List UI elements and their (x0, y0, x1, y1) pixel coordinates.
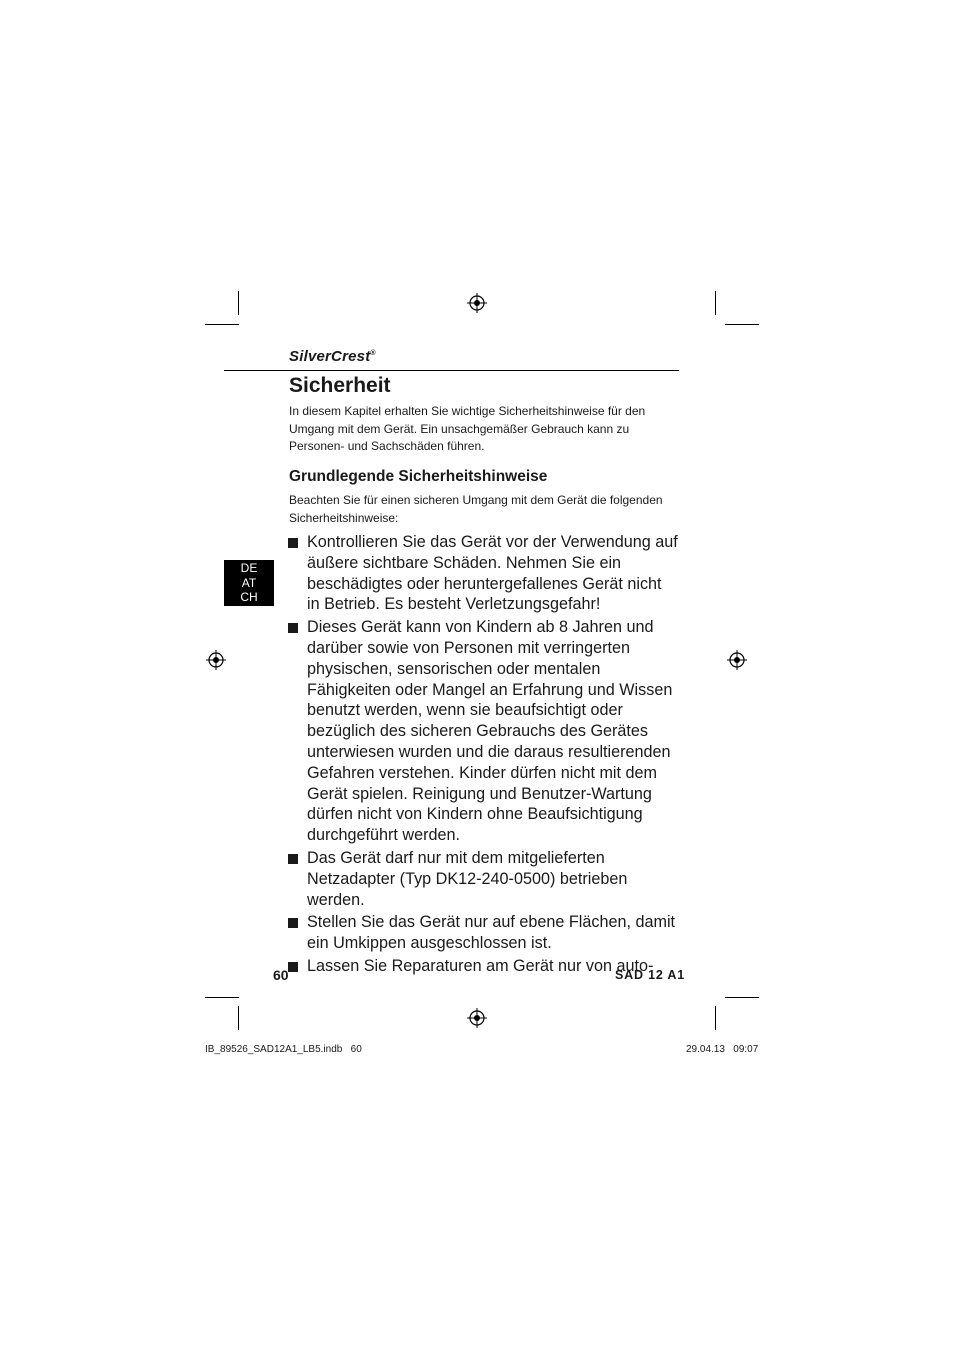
crop-mark (205, 324, 239, 325)
list-item-text: Das Gerät darf nur mit dem mitgelieferten Netzadapter (Typ DK12-240-0500) betrieben werden. (307, 848, 628, 909)
crop-mark (715, 291, 716, 315)
registration-mark-icon (467, 293, 487, 313)
list-item-text: Kontrollieren Sie das Gerät vor der Verwendung auf äußere sichtbare Schäden. Nehmen Sie ein beschädigtes oder heruntergefallenes Gerät nicht in Betrieb. Es besteht Verletzungsgefahr! (307, 533, 678, 614)
model-number: SAD 12 A1 (615, 968, 685, 982)
crop-mark (205, 997, 239, 998)
print-slug-datetime: 29.04.13 09:07 (686, 1044, 759, 1055)
list-item (286, 912, 678, 954)
crop-mark (725, 324, 759, 325)
list-item-text: Lassen Sie Reparaturen am Gerät nur von auto- (307, 956, 654, 975)
registered-mark: ® (370, 350, 376, 357)
bullet-icon (288, 962, 298, 972)
crop-mark (715, 1006, 716, 1030)
crop-mark (725, 997, 759, 998)
language-code: AT (241, 575, 257, 590)
registration-mark-icon (467, 1008, 487, 1028)
crop-mark (238, 1006, 239, 1030)
section-title: Sicherheit (289, 374, 391, 397)
list-item (286, 617, 678, 846)
bullet-icon (288, 918, 298, 928)
safety-list (286, 532, 678, 979)
crop-mark (238, 291, 239, 315)
registration-mark-icon (206, 650, 226, 670)
bullet-icon (288, 538, 298, 548)
subsection-title: Grundlegende Sicherheitshinweise (289, 468, 548, 485)
print-slug-file: IB_89526_SAD12A1_LB5.indb 60 (205, 1044, 362, 1055)
list-item (286, 532, 678, 615)
registration-mark-icon (727, 650, 747, 670)
header-rule (224, 370, 679, 371)
list-item (286, 848, 678, 910)
page-number: 60 (273, 967, 289, 983)
brand-logo (289, 348, 376, 365)
section-intro: In diesem Kapitel erhalten Sie wichtige Sicherheitshinweise für den Umgang mit dem Gerät. Ein unsachgemäßer Gebrauch kann zu Personen- und Sachschäden führen. (289, 404, 646, 453)
list-item-text: Dieses Gerät kann von Kindern ab 8 Jahren und darüber sowie von Personen mit verringerten physischen, sensorischen oder mentalen Fähigkeiten oder Mangel an Erfahrung und Wissen benutzt werden, wenn sie beaufsichtigt oder bezüglich des sicheren Gebrauchs des Gerätes unterwiesen wurden und die daraus resultierenden Gefahren verstehen. Kinder dürfen nicht mit dem Gerät spielen. Reinigung und Benutzer-Wartung dürfen nicht von Kindern ohne Beaufsichtigung durchgeführt werden. (307, 618, 673, 845)
bullet-icon (288, 623, 298, 633)
list-item-text: Stellen Sie das Gerät nur auf ebene Flächen, damit ein Umkippen ausgeschlossen ist. (307, 913, 676, 953)
bullet-icon (288, 854, 298, 864)
language-code: CH (240, 590, 258, 604)
brand-name: SilverCrest (289, 348, 371, 365)
language-tab (224, 560, 274, 606)
language-code: DE (240, 561, 258, 575)
subsection-intro: Beachten Sie für einen sicheren Umgang mit dem Gerät die folgenden Sicherheitshinweise: (289, 493, 663, 525)
